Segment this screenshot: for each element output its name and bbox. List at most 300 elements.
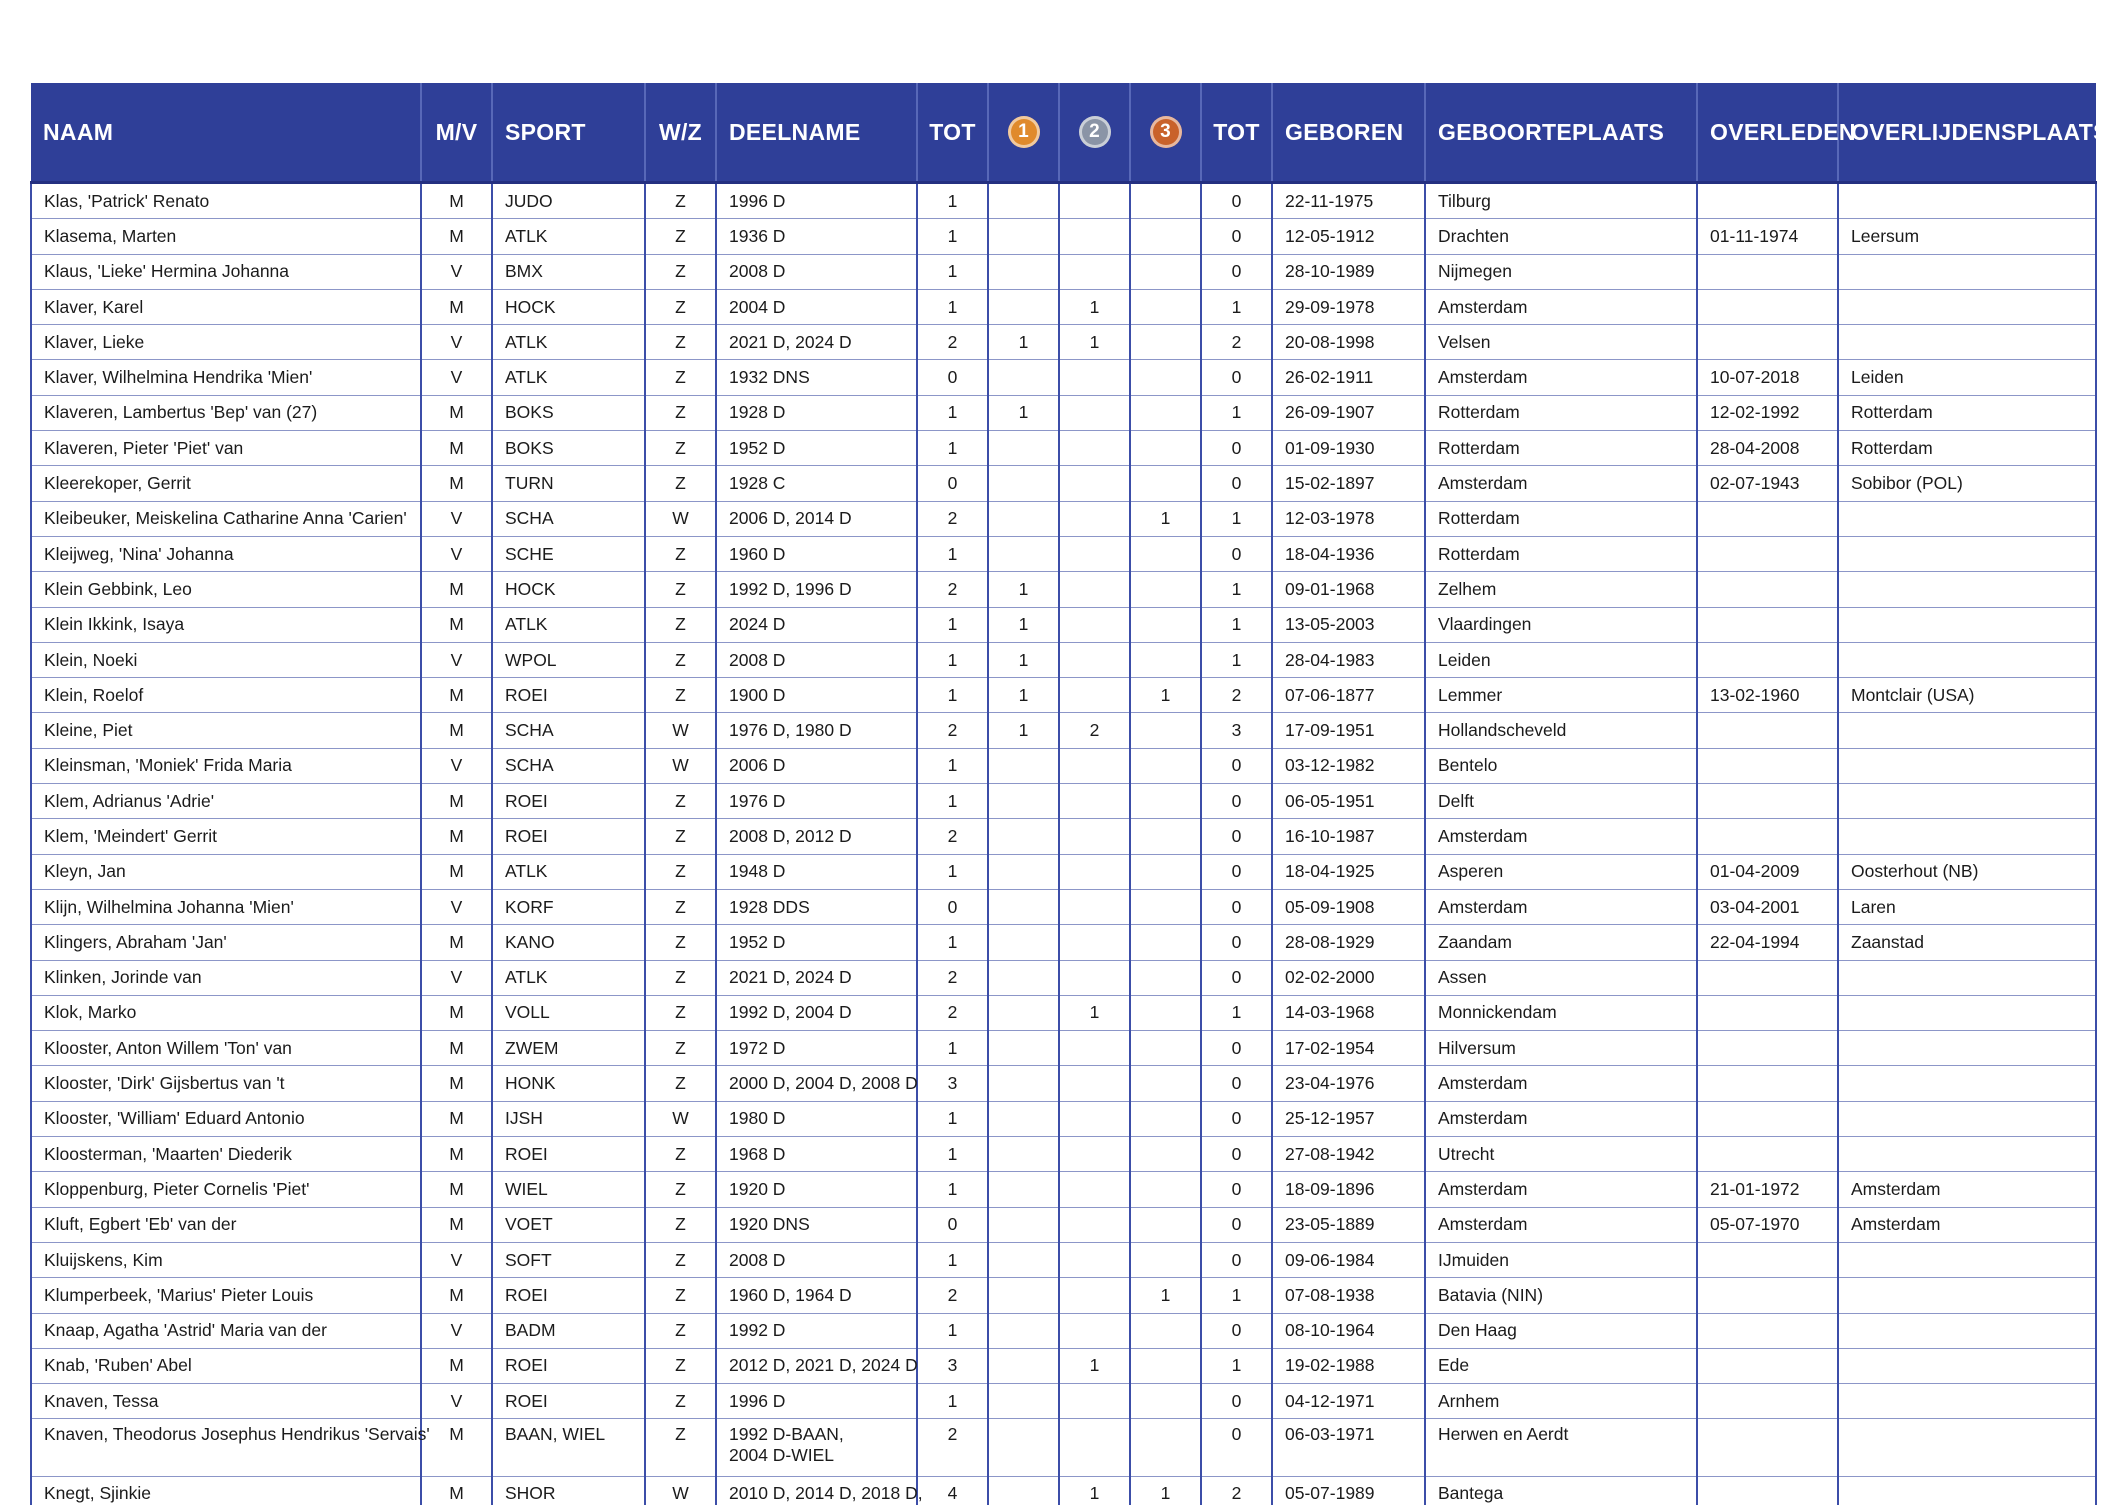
cell-overlijdensplaats: Rotterdam	[1838, 431, 2096, 466]
cell-overleden: 05-07-1970	[1697, 1207, 1838, 1242]
gold-medal-icon: 1	[1008, 116, 1040, 148]
cell-sport: ROEI	[492, 1278, 645, 1313]
cell-silver	[1059, 572, 1130, 607]
cell-sport: TURN	[492, 466, 645, 501]
cell-gold	[988, 889, 1059, 924]
cell-overleden	[1697, 501, 1838, 536]
cell-overleden	[1697, 1066, 1838, 1101]
cell-gold: 1	[988, 642, 1059, 677]
cell-tot-medals: 1	[1201, 1348, 1272, 1383]
cell-geboorteplaats: Amsterdam	[1425, 1207, 1697, 1242]
cell-geboorteplaats: Rotterdam	[1425, 431, 1697, 466]
cell-geboren: 28-08-1929	[1272, 925, 1425, 960]
cell-overlijdensplaats	[1838, 1419, 2096, 1477]
cell-sport: ATLK	[492, 607, 645, 642]
cell-gold: 1	[988, 713, 1059, 748]
cell-tot-medals: 0	[1201, 1207, 1272, 1242]
cell-overleden	[1697, 1242, 1838, 1277]
cell-naam: Klijn, Wilhelmina Johanna 'Mien'	[31, 889, 421, 924]
cell-gold	[988, 1137, 1059, 1172]
cell-geboorteplaats: Arnhem	[1425, 1384, 1697, 1419]
cell-gold	[988, 1348, 1059, 1383]
cell-deelname: 2021 D, 2024 D	[716, 960, 917, 995]
cell-sport: ROEI	[492, 1348, 645, 1383]
cell-bronze	[1130, 1419, 1201, 1477]
cell-gold	[988, 466, 1059, 501]
cell-geboorteplaats: Herwen en Aerdt	[1425, 1419, 1697, 1477]
cell-tot: 1	[917, 784, 988, 819]
cell-tot-medals: 0	[1201, 819, 1272, 854]
cell-geboorteplaats: Asperen	[1425, 854, 1697, 889]
cell-naam: Kleinsman, 'Moniek' Frida Maria	[31, 748, 421, 783]
cell-tot: 2	[917, 501, 988, 536]
cell-tot-medals: 3	[1201, 713, 1272, 748]
cell-geboorteplaats: Amsterdam	[1425, 819, 1697, 854]
cell-gold	[988, 1101, 1059, 1136]
cell-overlijdensplaats	[1838, 254, 2096, 289]
cell-overleden	[1697, 1477, 1838, 1506]
cell-tot: 1	[917, 642, 988, 677]
cell-overlijdensplaats: Amsterdam	[1838, 1207, 2096, 1242]
cell-overlijdensplaats: Leersum	[1838, 219, 2096, 254]
cell-deelname: 1960 D, 1964 D	[716, 1278, 917, 1313]
cell-tot: 1	[917, 183, 988, 219]
cell-tot-medals: 0	[1201, 360, 1272, 395]
cell-bronze	[1130, 819, 1201, 854]
cell-naam: Klein Ikkink, Isaya	[31, 607, 421, 642]
cell-deelname: 2000 D, 2004 D, 2008 D	[716, 1066, 917, 1101]
table-row	[31, 254, 2096, 289]
cell-deelname: 1952 D	[716, 925, 917, 960]
cell-sport: WIEL	[492, 1172, 645, 1207]
table-row	[31, 784, 2096, 819]
table-row	[31, 1066, 2096, 1101]
cell-overleden	[1697, 1137, 1838, 1172]
cell-bronze	[1130, 254, 1201, 289]
col-header-naam: NAAM	[31, 83, 421, 183]
cell-geboren: 27-08-1942	[1272, 1137, 1425, 1172]
cell-mv: V	[421, 536, 492, 571]
table-row	[31, 607, 2096, 642]
cell-naam: Klaver, Karel	[31, 289, 421, 324]
cell-tot-medals: 1	[1201, 572, 1272, 607]
cell-silver	[1059, 395, 1130, 430]
cell-bronze	[1130, 1031, 1201, 1066]
cell-deelname: 1980 D	[716, 1101, 917, 1136]
cell-mv: M	[421, 819, 492, 854]
cell-tot: 0	[917, 889, 988, 924]
cell-bronze: 1	[1130, 501, 1201, 536]
cell-tot-medals: 0	[1201, 748, 1272, 783]
cell-tot: 1	[917, 289, 988, 324]
cell-geboorteplaats: Amsterdam	[1425, 1066, 1697, 1101]
cell-overlijdensplaats: Amsterdam	[1838, 1172, 2096, 1207]
cell-wz: Z	[645, 466, 716, 501]
cell-mv: V	[421, 501, 492, 536]
cell-bronze	[1130, 1207, 1201, 1242]
cell-silver: 2	[1059, 713, 1130, 748]
cell-geboren: 09-01-1968	[1272, 572, 1425, 607]
cell-silver	[1059, 784, 1130, 819]
cell-gold	[988, 995, 1059, 1030]
cell-wz: Z	[645, 1419, 716, 1477]
table-row	[31, 748, 2096, 783]
cell-overlijdensplaats	[1838, 1066, 2096, 1101]
cell-mv: M	[421, 678, 492, 713]
cell-bronze	[1130, 289, 1201, 324]
cell-naam: Klinken, Jorinde van	[31, 960, 421, 995]
cell-geboorteplaats: Amsterdam	[1425, 360, 1697, 395]
cell-tot-medals: 2	[1201, 1477, 1272, 1506]
cell-overlijdensplaats	[1838, 1031, 2096, 1066]
cell-sport: SOFT	[492, 1242, 645, 1277]
cell-silver: 1	[1059, 995, 1130, 1030]
cell-geboorteplaats: Hilversum	[1425, 1031, 1697, 1066]
cell-geboren: 07-06-1877	[1272, 678, 1425, 713]
cell-sport: ROEI	[492, 678, 645, 713]
cell-deelname: 1960 D	[716, 536, 917, 571]
cell-geboren: 25-12-1957	[1272, 1101, 1425, 1136]
cell-sport: BMX	[492, 254, 645, 289]
cell-silver	[1059, 1066, 1130, 1101]
cell-overleden: 01-04-2009	[1697, 854, 1838, 889]
cell-tot-medals: 1	[1201, 642, 1272, 677]
cell-silver	[1059, 819, 1130, 854]
cell-bronze	[1130, 219, 1201, 254]
cell-geboren: 23-05-1889	[1272, 1207, 1425, 1242]
cell-bronze	[1130, 925, 1201, 960]
cell-bronze	[1130, 607, 1201, 642]
cell-gold: 1	[988, 395, 1059, 430]
cell-bronze	[1130, 854, 1201, 889]
table-row	[31, 325, 2096, 360]
cell-wz: Z	[645, 889, 716, 924]
cell-silver: 1	[1059, 1348, 1130, 1383]
cell-tot: 2	[917, 713, 988, 748]
cell-tot-medals: 1	[1201, 395, 1272, 430]
cell-wz: Z	[645, 431, 716, 466]
cell-gold	[988, 219, 1059, 254]
cell-naam: Klem, Adrianus 'Adrie'	[31, 784, 421, 819]
cell-geboorteplaats: Zaandam	[1425, 925, 1697, 960]
cell-wz: Z	[645, 678, 716, 713]
table-row	[31, 1207, 2096, 1242]
cell-geboorteplaats: Zelhem	[1425, 572, 1697, 607]
cell-overlijdensplaats	[1838, 1348, 2096, 1383]
cell-bronze	[1130, 431, 1201, 466]
cell-deelname: 2006 D	[716, 748, 917, 783]
cell-silver	[1059, 1207, 1130, 1242]
cell-mv: M	[421, 431, 492, 466]
col-header-gold	[988, 83, 1059, 183]
cell-wz: Z	[645, 1384, 716, 1419]
cell-tot-medals: 0	[1201, 183, 1272, 219]
cell-naam: Kleyn, Jan	[31, 854, 421, 889]
cell-tot-medals: 0	[1201, 1172, 1272, 1207]
cell-deelname: 1900 D	[716, 678, 917, 713]
table-row	[31, 1242, 2096, 1277]
cell-deelname: 2006 D, 2014 D	[716, 501, 917, 536]
table-row	[31, 1172, 2096, 1207]
cell-tot: 1	[917, 219, 988, 254]
cell-wz: Z	[645, 325, 716, 360]
cell-tot: 1	[917, 1242, 988, 1277]
table-header-row	[31, 83, 2096, 183]
cell-tot: 3	[917, 1066, 988, 1101]
cell-mv: M	[421, 1031, 492, 1066]
cell-tot: 4	[917, 1477, 988, 1506]
cell-wz: Z	[645, 819, 716, 854]
cell-deelname: 2008 D	[716, 642, 917, 677]
cell-bronze	[1130, 995, 1201, 1030]
cell-sport: SCHA	[492, 748, 645, 783]
cell-gold	[988, 748, 1059, 783]
cell-naam: Klingers, Abraham 'Jan'	[31, 925, 421, 960]
cell-silver	[1059, 642, 1130, 677]
cell-gold	[988, 1313, 1059, 1348]
cell-bronze	[1130, 1066, 1201, 1101]
cell-overleden: 12-02-1992	[1697, 395, 1838, 430]
cell-sport: SCHA	[492, 713, 645, 748]
cell-naam: Klasema, Marten	[31, 219, 421, 254]
cell-naam: Klooster, 'Dirk' Gijsbertus van 't	[31, 1066, 421, 1101]
cell-overleden	[1697, 572, 1838, 607]
cell-geboorteplaats: Amsterdam	[1425, 889, 1697, 924]
cell-sport: HOCK	[492, 289, 645, 324]
cell-gold: 1	[988, 607, 1059, 642]
cell-silver	[1059, 1278, 1130, 1313]
cell-tot: 2	[917, 325, 988, 360]
cell-bronze	[1130, 572, 1201, 607]
cell-geboren: 16-10-1987	[1272, 819, 1425, 854]
cell-mv: M	[421, 183, 492, 219]
cell-geboorteplaats: Hollandscheveld	[1425, 713, 1697, 748]
cell-tot-medals: 0	[1201, 254, 1272, 289]
silver-medal-icon: 2	[1079, 116, 1111, 148]
cell-deelname: 1952 D	[716, 431, 917, 466]
cell-geboorteplaats: Amsterdam	[1425, 466, 1697, 501]
cell-geboren: 18-04-1925	[1272, 854, 1425, 889]
cell-geboren: 22-11-1975	[1272, 183, 1425, 219]
cell-mv: V	[421, 325, 492, 360]
table-row	[31, 1313, 2096, 1348]
col-header-silver	[1059, 83, 1130, 183]
cell-tot-medals: 1	[1201, 501, 1272, 536]
cell-overlijdensplaats	[1838, 1278, 2096, 1313]
cell-silver	[1059, 466, 1130, 501]
cell-tot: 3	[917, 1348, 988, 1383]
cell-naam: Klem, 'Meindert' Gerrit	[31, 819, 421, 854]
cell-overleden: 13-02-1960	[1697, 678, 1838, 713]
cell-overleden	[1697, 536, 1838, 571]
cell-overlijdensplaats	[1838, 1477, 2096, 1506]
cell-gold	[988, 431, 1059, 466]
cell-sport: VOLL	[492, 995, 645, 1030]
cell-geboorteplaats: Bantega	[1425, 1477, 1697, 1506]
cell-overleden: 10-07-2018	[1697, 360, 1838, 395]
cell-geboren: 05-09-1908	[1272, 889, 1425, 924]
cell-overleden	[1697, 325, 1838, 360]
cell-bronze: 1	[1130, 1278, 1201, 1313]
cell-sport: ATLK	[492, 960, 645, 995]
cell-overleden	[1697, 607, 1838, 642]
cell-wz: Z	[645, 1137, 716, 1172]
cell-overleden	[1697, 1348, 1838, 1383]
cell-silver	[1059, 536, 1130, 571]
cell-wz: W	[645, 501, 716, 536]
cell-bronze: 1	[1130, 1477, 1201, 1506]
cell-sport: ZWEM	[492, 1031, 645, 1066]
cell-bronze	[1130, 784, 1201, 819]
cell-sport: KANO	[492, 925, 645, 960]
cell-mv: V	[421, 889, 492, 924]
cell-geboren: 17-02-1954	[1272, 1031, 1425, 1066]
cell-silver	[1059, 1242, 1130, 1277]
cell-silver	[1059, 1031, 1130, 1066]
cell-gold: 1	[988, 325, 1059, 360]
cell-naam: Kleijweg, 'Nina' Johanna	[31, 536, 421, 571]
cell-tot-medals: 0	[1201, 854, 1272, 889]
cell-deelname: 2004 D	[716, 289, 917, 324]
cell-wz: Z	[645, 784, 716, 819]
cell-silver	[1059, 748, 1130, 783]
cell-geboorteplaats: Ede	[1425, 1348, 1697, 1383]
table-row	[31, 1384, 2096, 1419]
cell-geboren: 02-02-2000	[1272, 960, 1425, 995]
cell-overleden: 01-11-1974	[1697, 219, 1838, 254]
cell-gold	[988, 960, 1059, 995]
cell-mv: M	[421, 219, 492, 254]
cell-geboren: 28-04-1983	[1272, 642, 1425, 677]
cell-overleden	[1697, 748, 1838, 783]
cell-sport: BOKS	[492, 395, 645, 430]
cell-geboorteplaats: Assen	[1425, 960, 1697, 995]
cell-bronze	[1130, 642, 1201, 677]
cell-wz: Z	[645, 536, 716, 571]
athlete-table	[30, 83, 2109, 1505]
cell-naam: Knaven, Tessa	[31, 1384, 421, 1419]
cell-tot: 1	[917, 1137, 988, 1172]
cell-overlijdensplaats	[1838, 501, 2096, 536]
cell-tot-medals: 0	[1201, 466, 1272, 501]
col-header-tot-medals: TOT	[1201, 83, 1272, 183]
cell-bronze	[1130, 536, 1201, 571]
cell-overleden	[1697, 784, 1838, 819]
cell-gold	[988, 1207, 1059, 1242]
cell-bronze	[1130, 1384, 1201, 1419]
cell-mv: V	[421, 1384, 492, 1419]
table-row	[31, 501, 2096, 536]
cell-naam: Knaven, Theodorus Josephus Hendrikus 'Servais'	[31, 1419, 421, 1477]
table-row	[31, 1101, 2096, 1136]
cell-mv: M	[421, 713, 492, 748]
cell-gold	[988, 1384, 1059, 1419]
cell-mv: M	[421, 1419, 492, 1477]
cell-tot-medals: 1	[1201, 1278, 1272, 1313]
cell-sport: ATLK	[492, 219, 645, 254]
cell-overlijdensplaats: Oosterhout (NB)	[1838, 854, 2096, 889]
cell-gold	[988, 254, 1059, 289]
cell-gold	[988, 854, 1059, 889]
cell-mv: M	[421, 1278, 492, 1313]
cell-bronze	[1130, 713, 1201, 748]
cell-gold	[988, 1172, 1059, 1207]
table-row	[31, 183, 2096, 219]
cell-geboren: 26-02-1911	[1272, 360, 1425, 395]
cell-silver	[1059, 678, 1130, 713]
cell-naam: Klaver, Wilhelmina Hendrika 'Mien'	[31, 360, 421, 395]
cell-mv: V	[421, 254, 492, 289]
cell-bronze	[1130, 466, 1201, 501]
cell-overlijdensplaats	[1838, 995, 2096, 1030]
cell-deelname	[716, 1419, 917, 1477]
cell-geboorteplaats: Rotterdam	[1425, 536, 1697, 571]
deelname-line-1: 1992 D-BAAN,	[729, 1424, 844, 1445]
cell-mv: M	[421, 854, 492, 889]
table-row	[31, 289, 2096, 324]
cell-geboren: 04-12-1971	[1272, 1384, 1425, 1419]
cell-overlijdensplaats	[1838, 642, 2096, 677]
cell-wz: Z	[645, 289, 716, 324]
cell-tot-medals: 2	[1201, 678, 1272, 713]
cell-sport: KORF	[492, 889, 645, 924]
cell-gold	[988, 501, 1059, 536]
cell-overlijdensplaats	[1838, 289, 2096, 324]
cell-overlijdensplaats	[1838, 183, 2096, 219]
cell-tot: 1	[917, 1101, 988, 1136]
cell-sport: SCHA	[492, 501, 645, 536]
cell-overlijdensplaats: Rotterdam	[1838, 395, 2096, 430]
cell-tot: 1	[917, 395, 988, 430]
cell-wz: Z	[645, 219, 716, 254]
cell-deelname: 1996 D	[716, 1384, 917, 1419]
cell-tot-medals: 0	[1201, 431, 1272, 466]
cell-mv: M	[421, 607, 492, 642]
cell-wz: Z	[645, 995, 716, 1030]
cell-deelname: 1920 DNS	[716, 1207, 917, 1242]
cell-gold	[988, 819, 1059, 854]
cell-geboorteplaats: Leiden	[1425, 642, 1697, 677]
cell-tot: 1	[917, 607, 988, 642]
cell-naam: Klaus, 'Lieke' Hermina Johanna	[31, 254, 421, 289]
cell-overleden: 03-04-2001	[1697, 889, 1838, 924]
cell-bronze	[1130, 889, 1201, 924]
cell-geboorteplaats: Vlaardingen	[1425, 607, 1697, 642]
cell-overleden: 02-07-1943	[1697, 466, 1838, 501]
cell-geboren: 17-09-1951	[1272, 713, 1425, 748]
cell-tot-medals: 0	[1201, 1384, 1272, 1419]
cell-tot: 1	[917, 854, 988, 889]
cell-mv: V	[421, 1242, 492, 1277]
cell-tot: 2	[917, 1419, 988, 1477]
cell-geboorteplaats: Rotterdam	[1425, 501, 1697, 536]
cell-overleden	[1697, 1278, 1838, 1313]
cell-wz: Z	[645, 1242, 716, 1277]
cell-overleden	[1697, 1419, 1838, 1477]
cell-silver	[1059, 501, 1130, 536]
cell-geboorteplaats: Utrecht	[1425, 1137, 1697, 1172]
cell-overleden	[1697, 1101, 1838, 1136]
cell-deelname: 1968 D	[716, 1137, 917, 1172]
cell-silver	[1059, 219, 1130, 254]
table-row	[31, 925, 2096, 960]
cell-bronze: 1	[1130, 678, 1201, 713]
cell-mv: V	[421, 360, 492, 395]
cell-geboorteplaats: Den Haag	[1425, 1313, 1697, 1348]
table-row	[31, 1137, 2096, 1172]
cell-tot: 2	[917, 1278, 988, 1313]
cell-bronze	[1130, 1137, 1201, 1172]
